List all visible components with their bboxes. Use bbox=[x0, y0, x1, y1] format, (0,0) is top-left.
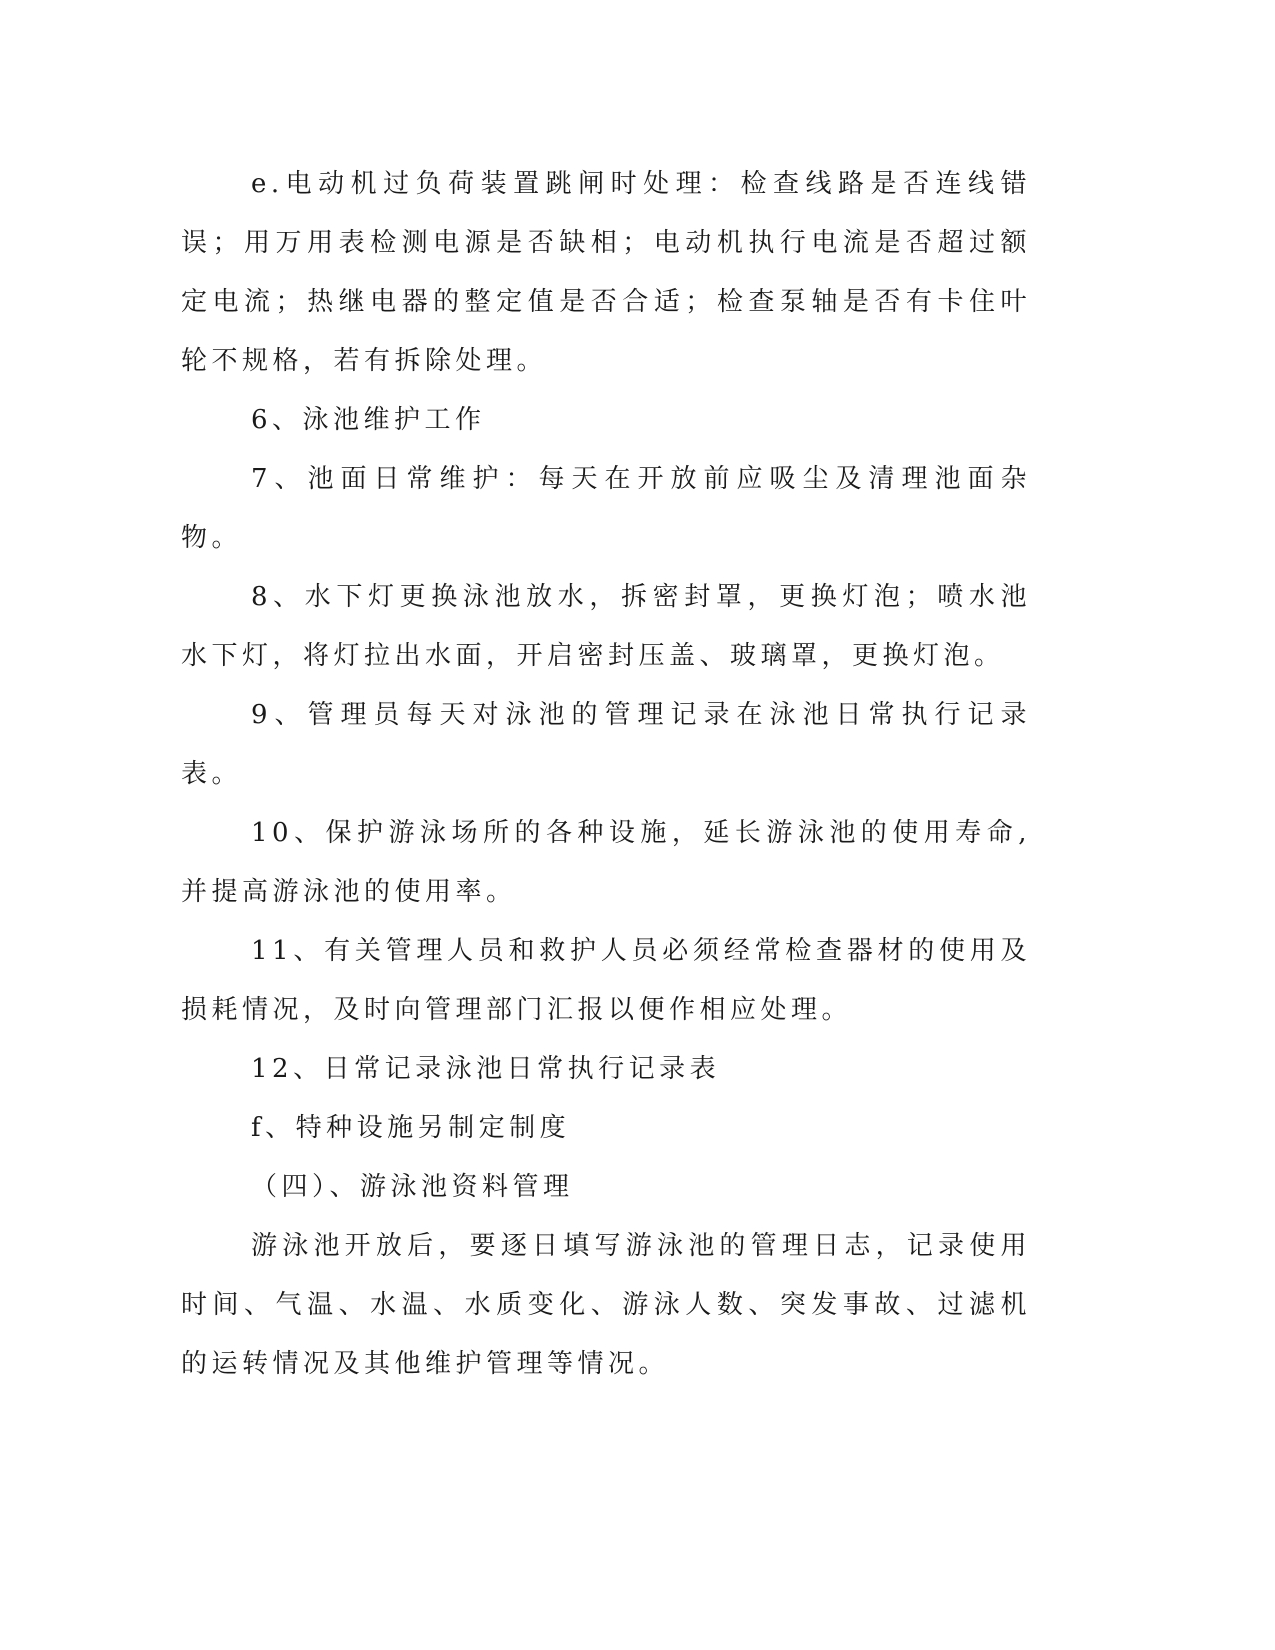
paragraph-item-10: 10、保护游泳场所的各种设施，延长游泳池的使用寿命,并提高游泳池的使用率。 bbox=[181, 818, 1031, 907]
document-body bbox=[181, 155, 1031, 1394]
section-heading-4: （四）、游泳池资料管理 bbox=[251, 1172, 574, 1202]
paragraph-item-12: 12、日常记录泳池日常执行记录表 bbox=[251, 1054, 721, 1084]
paragraph-item-7: 7、池面日常维护：每天在开放前应吸尘及清理池面杂物。 bbox=[181, 464, 1031, 553]
paragraph-motor-overload: e.电动机过负荷装置跳闸时处理：检查线路是否连线错误；用万用表检测电源是否缺相；电动机执行电流是否超过额定电流；热继电器的整定值是否合适；检查泵轴是否有卡住叶轮不规格，若有拆除处理。 bbox=[181, 169, 1031, 376]
paragraph-item-11: 11、有关管理人员和救护人员必须经常检查器材的使用及损耗情况，及时向管理部门汇报以便作相应处理。 bbox=[181, 936, 1031, 1025]
paragraph-item-9: 9、管理员每天对泳池的管理记录在泳池日常执行记录表。 bbox=[181, 700, 1031, 789]
paragraph-item-f: f、特种设施另制定制度 bbox=[251, 1113, 571, 1143]
paragraph-records: 游泳池开放后，要逐日填写游泳池的管理日志，记录使用时间、气温、水温、水质变化、游泳人数、突发事故、过滤机的运转情况及其他维护管理等情况。 bbox=[181, 1231, 1031, 1379]
paragraph-item-8: 8、水下灯更换泳池放水，拆密封罩，更换灯泡；喷水池水下灯，将灯拉出水面，开启密封压盖、玻璃罩，更换灯泡。 bbox=[181, 582, 1031, 671]
paragraph-item-6: 6、泳池维护工作 bbox=[251, 405, 486, 435]
